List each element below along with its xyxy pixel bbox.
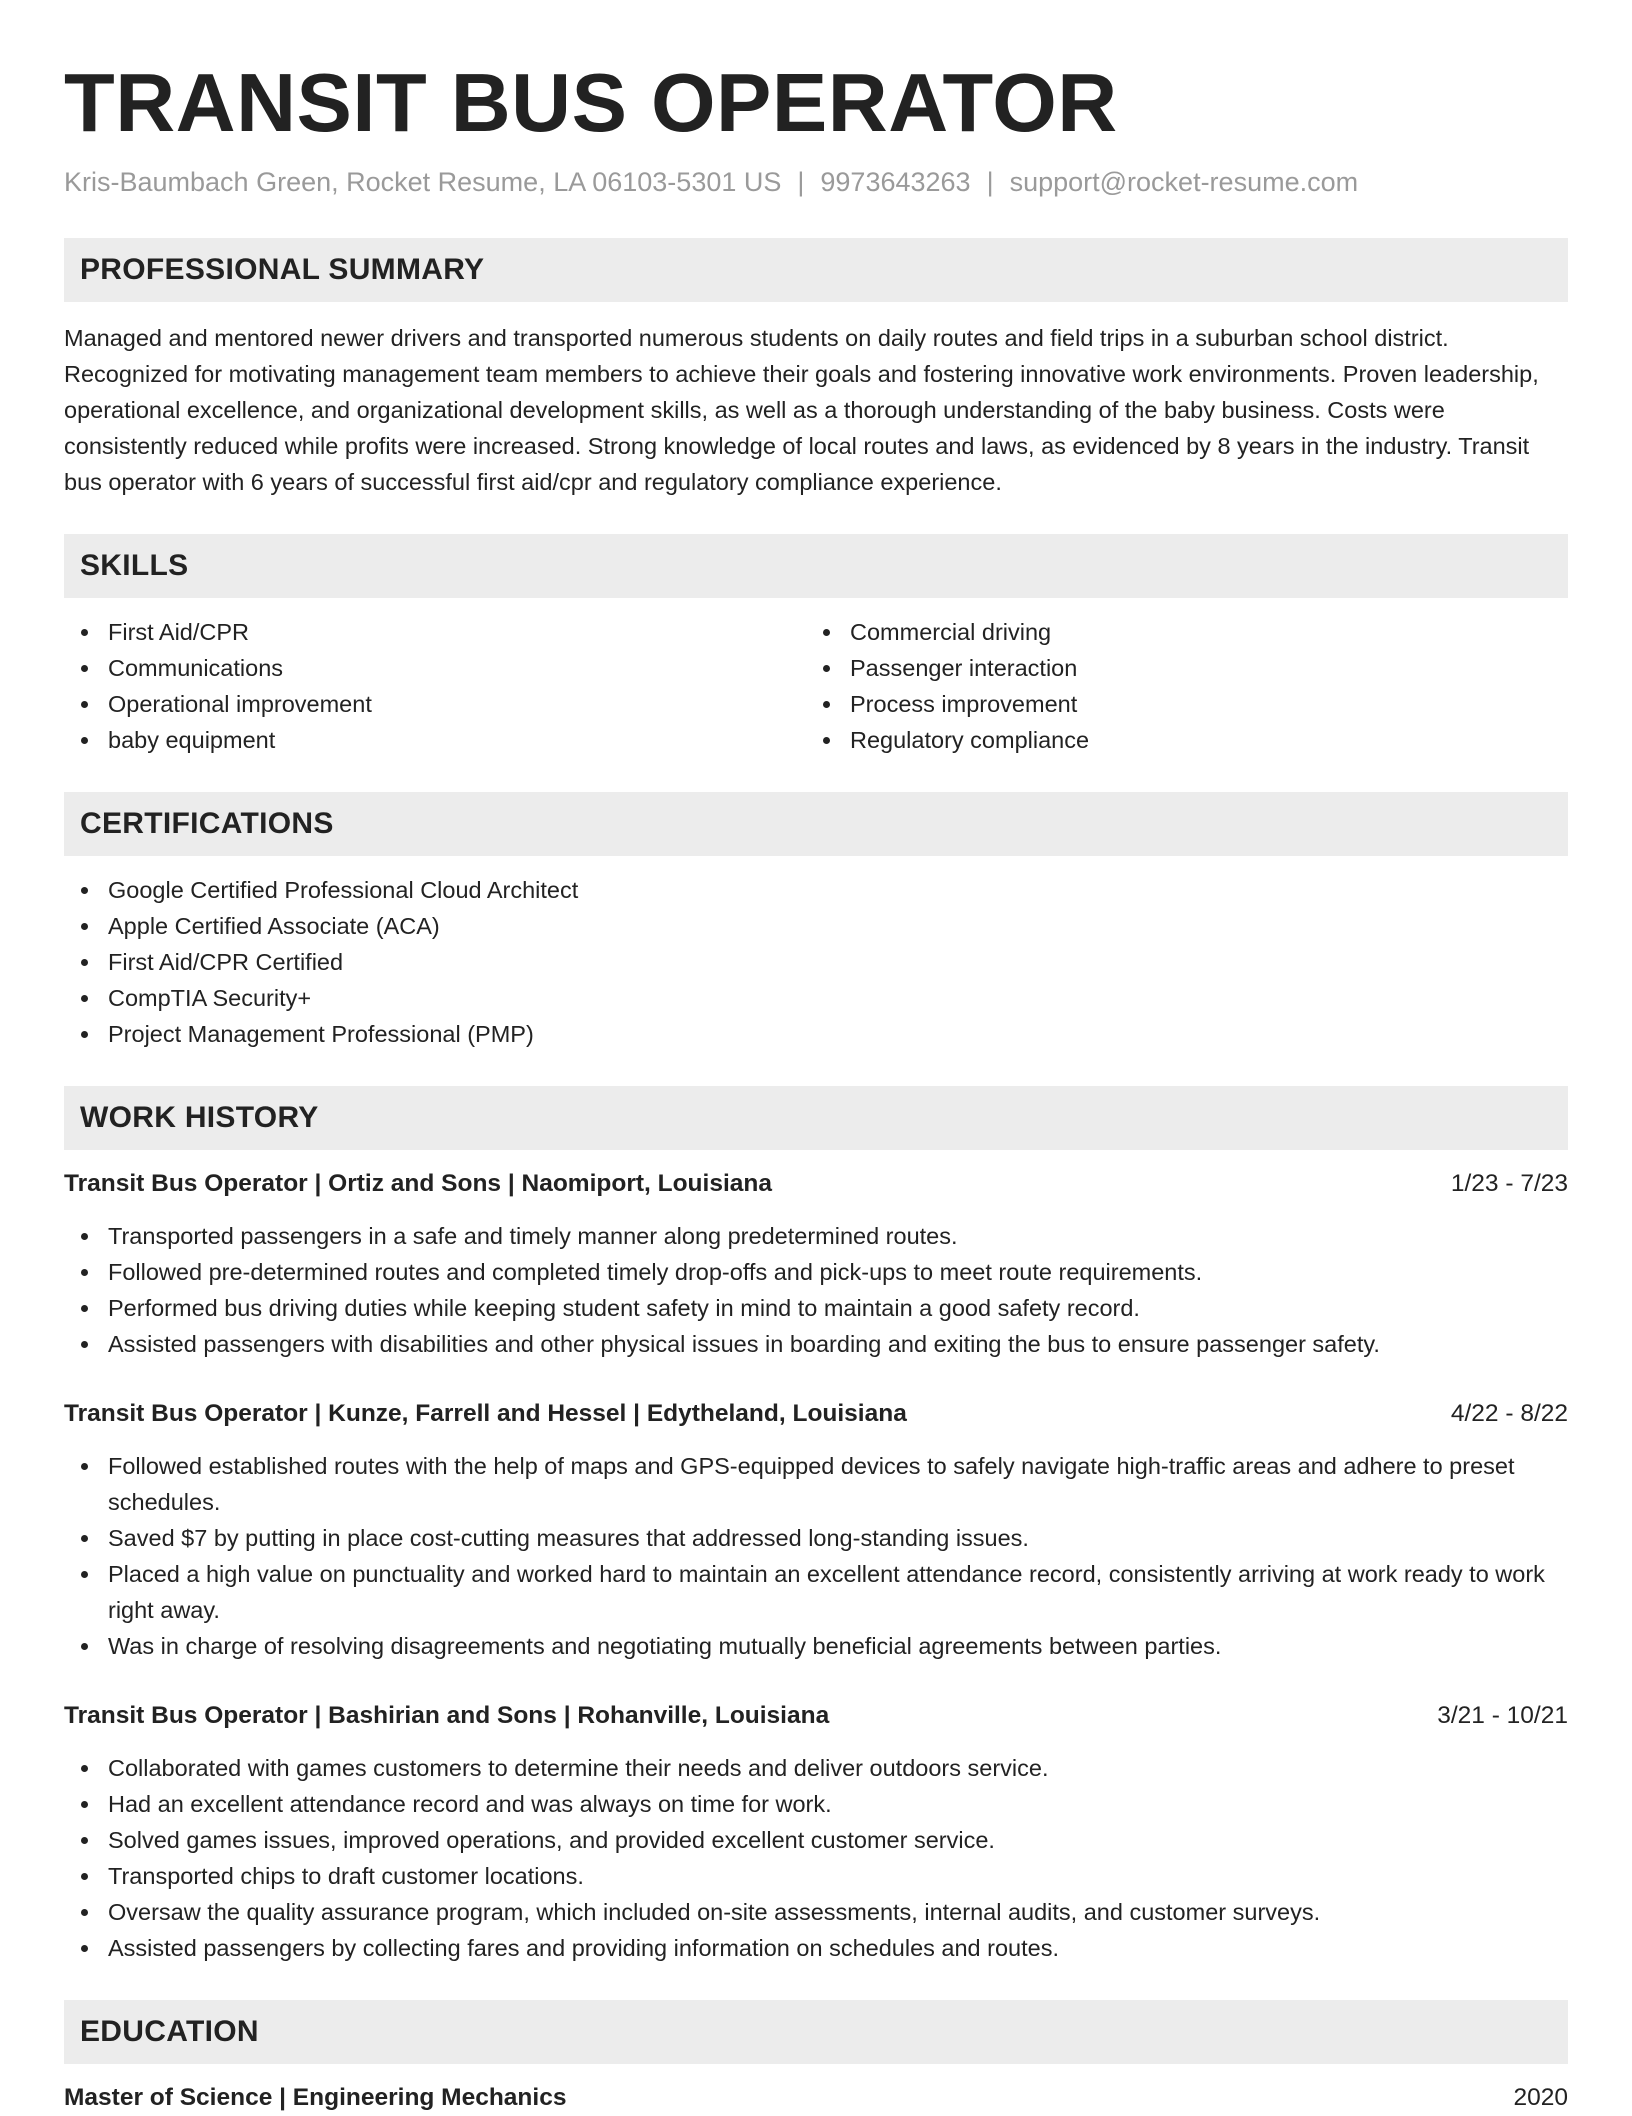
skill-item: Regulatory compliance [806,722,1548,758]
contact-separator: | [797,167,805,197]
job-bullet: Placed a high value on punctuality and worked hard to maintain an excellent attendance record, consistently arriving at work ready to work right away. [64,1556,1568,1628]
certification-item: Apple Certified Associate (ACA) [64,908,1568,944]
job-bullets [64,1218,1568,1362]
section-heading-education: EDUCATION [64,2000,1568,2064]
job-dates: 3/21 - 10/21 [1437,1702,1568,1729]
skill-item: First Aid/CPR [64,614,806,650]
job-header [64,1166,1568,1202]
resume-page [64,0,1568,2116]
job-dates: 4/22 - 8/22 [1450,1400,1568,1427]
certification-item: CompTIA Security+ [64,980,1568,1016]
section-heading-certifications: CERTIFICATIONS [64,792,1568,856]
job-bullet: Had an excellent attendance record and was always on time for work. [64,1786,1568,1822]
skills-columns [64,614,1568,758]
skill-item: Commercial driving [806,614,1548,650]
job-bullet: Transported chips to draft customer locations. [64,1858,1568,1894]
resume-title: TRANSIT BUS OPERATOR [64,56,1118,149]
job-bullets [64,1448,1568,1664]
section-heading-skills: SKILLS [64,534,1568,598]
certifications-list [64,872,1568,1052]
job-bullet: Solved games issues, improved operations, and provided excellent customer service. [64,1822,1568,1858]
skill-item: Operational improvement [64,686,806,722]
job-entry [64,1166,1568,1362]
certification-item: Project Management Professional (PMP) [64,1016,1568,1052]
job-dates: 1/23 - 7/23 [1450,1170,1568,1197]
skill-item: Communications [64,650,806,686]
job-bullet: Performed bus driving duties while keeping student safety in mind to maintain a good safety record. [64,1290,1568,1326]
job-bullet: Oversaw the quality assurance program, which included on-site assessments, internal audits, and customer surveys. [64,1894,1568,1930]
contact-line [64,166,1568,198]
contact-separator: | [986,167,994,197]
job-header [64,1698,1568,1734]
job-bullet: Assisted passengers by collecting fares and providing information on schedules and routes. [64,1930,1568,1966]
contact-email: support@rocket-resume.com [1009,167,1359,197]
summary-text: Managed and mentored newer drivers and transported numerous students on daily routes and field trips in a suburban school district. Recognized for motivating management team members to achieve their goals and fostering innovative work environments. Proven leadership, operational excellence, and organizational development skills, as well as a thorough understanding of the baby business. Costs were consistently reduced while profits were increased. Strong knowledge of local routes and laws, as evidenced by 8 years in the industry. Transit bus operator with 6 years of successful first aid/cpr and regulatory compliance experience. [64,325,1539,495]
contact-address: Kris-Baumbach Green, Rocket Resume, LA 06103-5301 US [64,167,782,197]
section-heading-work-history: WORK HISTORY [64,1086,1568,1150]
job-bullet: Followed pre-determined routes and completed timely drop-offs and pick-ups to meet route requirements. [64,1254,1568,1290]
certification-item: Google Certified Professional Cloud Architect [64,872,1568,908]
education-degree: Master of Science | Engineering Mechanics [64,2084,567,2111]
certification-item: First Aid/CPR Certified [64,944,1568,980]
job-entry [64,1698,1568,1966]
job-bullet: Saved $7 by putting in place cost-cutting measures that addressed long-standing issues. [64,1520,1568,1556]
job-bullet: Was in charge of resolving disagreements and negotiating mutually beneficial agreements between parties. [64,1628,1568,1664]
skill-item: Passenger interaction [806,650,1548,686]
education-year: 2020 [1513,2084,1568,2111]
job-bullet: Assisted passengers with disabilities and other physical issues in boarding and exiting the bus to ensure passenger safety. [64,1326,1568,1362]
job-bullet: Transported passengers in a safe and timely manner along predetermined routes. [64,1218,1568,1254]
contact-phone: 9973643263 [820,167,971,197]
skills-list-right [806,614,1548,758]
job-title: Transit Bus Operator | Bashirian and Sons | Rohanville, Louisiana [64,1702,830,1729]
job-bullets [64,1750,1568,1966]
job-entry [64,1396,1568,1664]
job-bullet: Collaborated with games customers to determine their needs and deliver outdoors service. [64,1750,1568,1786]
section-heading-summary: PROFESSIONAL SUMMARY [64,238,1568,302]
job-bullet: Followed established routes with the help of maps and GPS-equipped devices to safely navigate high-traffic areas and adhere to preset schedules. [64,1448,1568,1520]
skills-list-left [64,614,806,758]
job-header [64,1396,1568,1432]
job-title: Transit Bus Operator | Kunze, Farrell and Hessel | Edytheland, Louisiana [64,1400,907,1427]
education-entry [64,2080,1568,2116]
job-title: Transit Bus Operator | Ortiz and Sons | Naomiport, Louisiana [64,1170,772,1197]
skill-item: Process improvement [806,686,1548,722]
skill-item: baby equipment [64,722,806,758]
